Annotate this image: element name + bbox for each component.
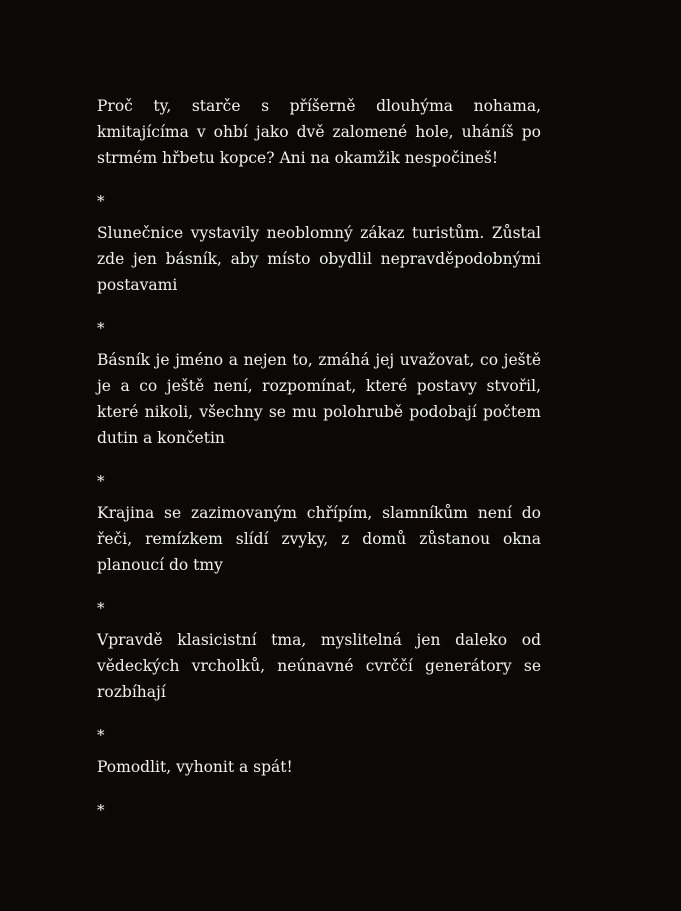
asterisk-separator-6: * (97, 801, 105, 819)
stanza-6: Pomodlit, vyhonit a spát! (97, 758, 293, 776)
stanza-4: Krajina se zazimovaným chřípím, slamníkům není do řeči, remízkem slídí zvyky, z domů zůstanou okna planoucí do tmy (97, 504, 541, 574)
asterisk-separator-4: * (97, 599, 105, 617)
stanza-1: Proč ty, starče s příšerně dlouhýma nohama, kmitajícíma v ohbí jako dvě zalomené hole, uháníš po strmém hřbetu kopce? Ani na okamžik nespočineš! (97, 97, 541, 167)
stanza-2: Slunečnice vystavily neoblomný zákaz turistům. Zůstal zde jen básník, aby místo obydlil nepravděpodobnými postavami (97, 224, 541, 294)
asterisk-separator-2: * (97, 319, 105, 337)
stanza-5: Vpravdě klasicistní tma, myslitelná jen daleko od vědeckých vrcholků, neúnavné cvrččí generátory se rozbíhají (97, 631, 541, 701)
stanza-3: Básník je jméno a nejen to, zmáhá jej uvažovat, co ještě je a co ještě není, rozpomínat, které postavy stvořil, které nikoli, všechny se mu polohrubě podobají počtem dutin a končetin (97, 351, 541, 447)
asterisk-separator-5: * (97, 726, 105, 744)
asterisk-separator-1: * (97, 192, 105, 210)
asterisk-separator-3: * (97, 472, 105, 490)
poem-page (97, 93, 541, 823)
